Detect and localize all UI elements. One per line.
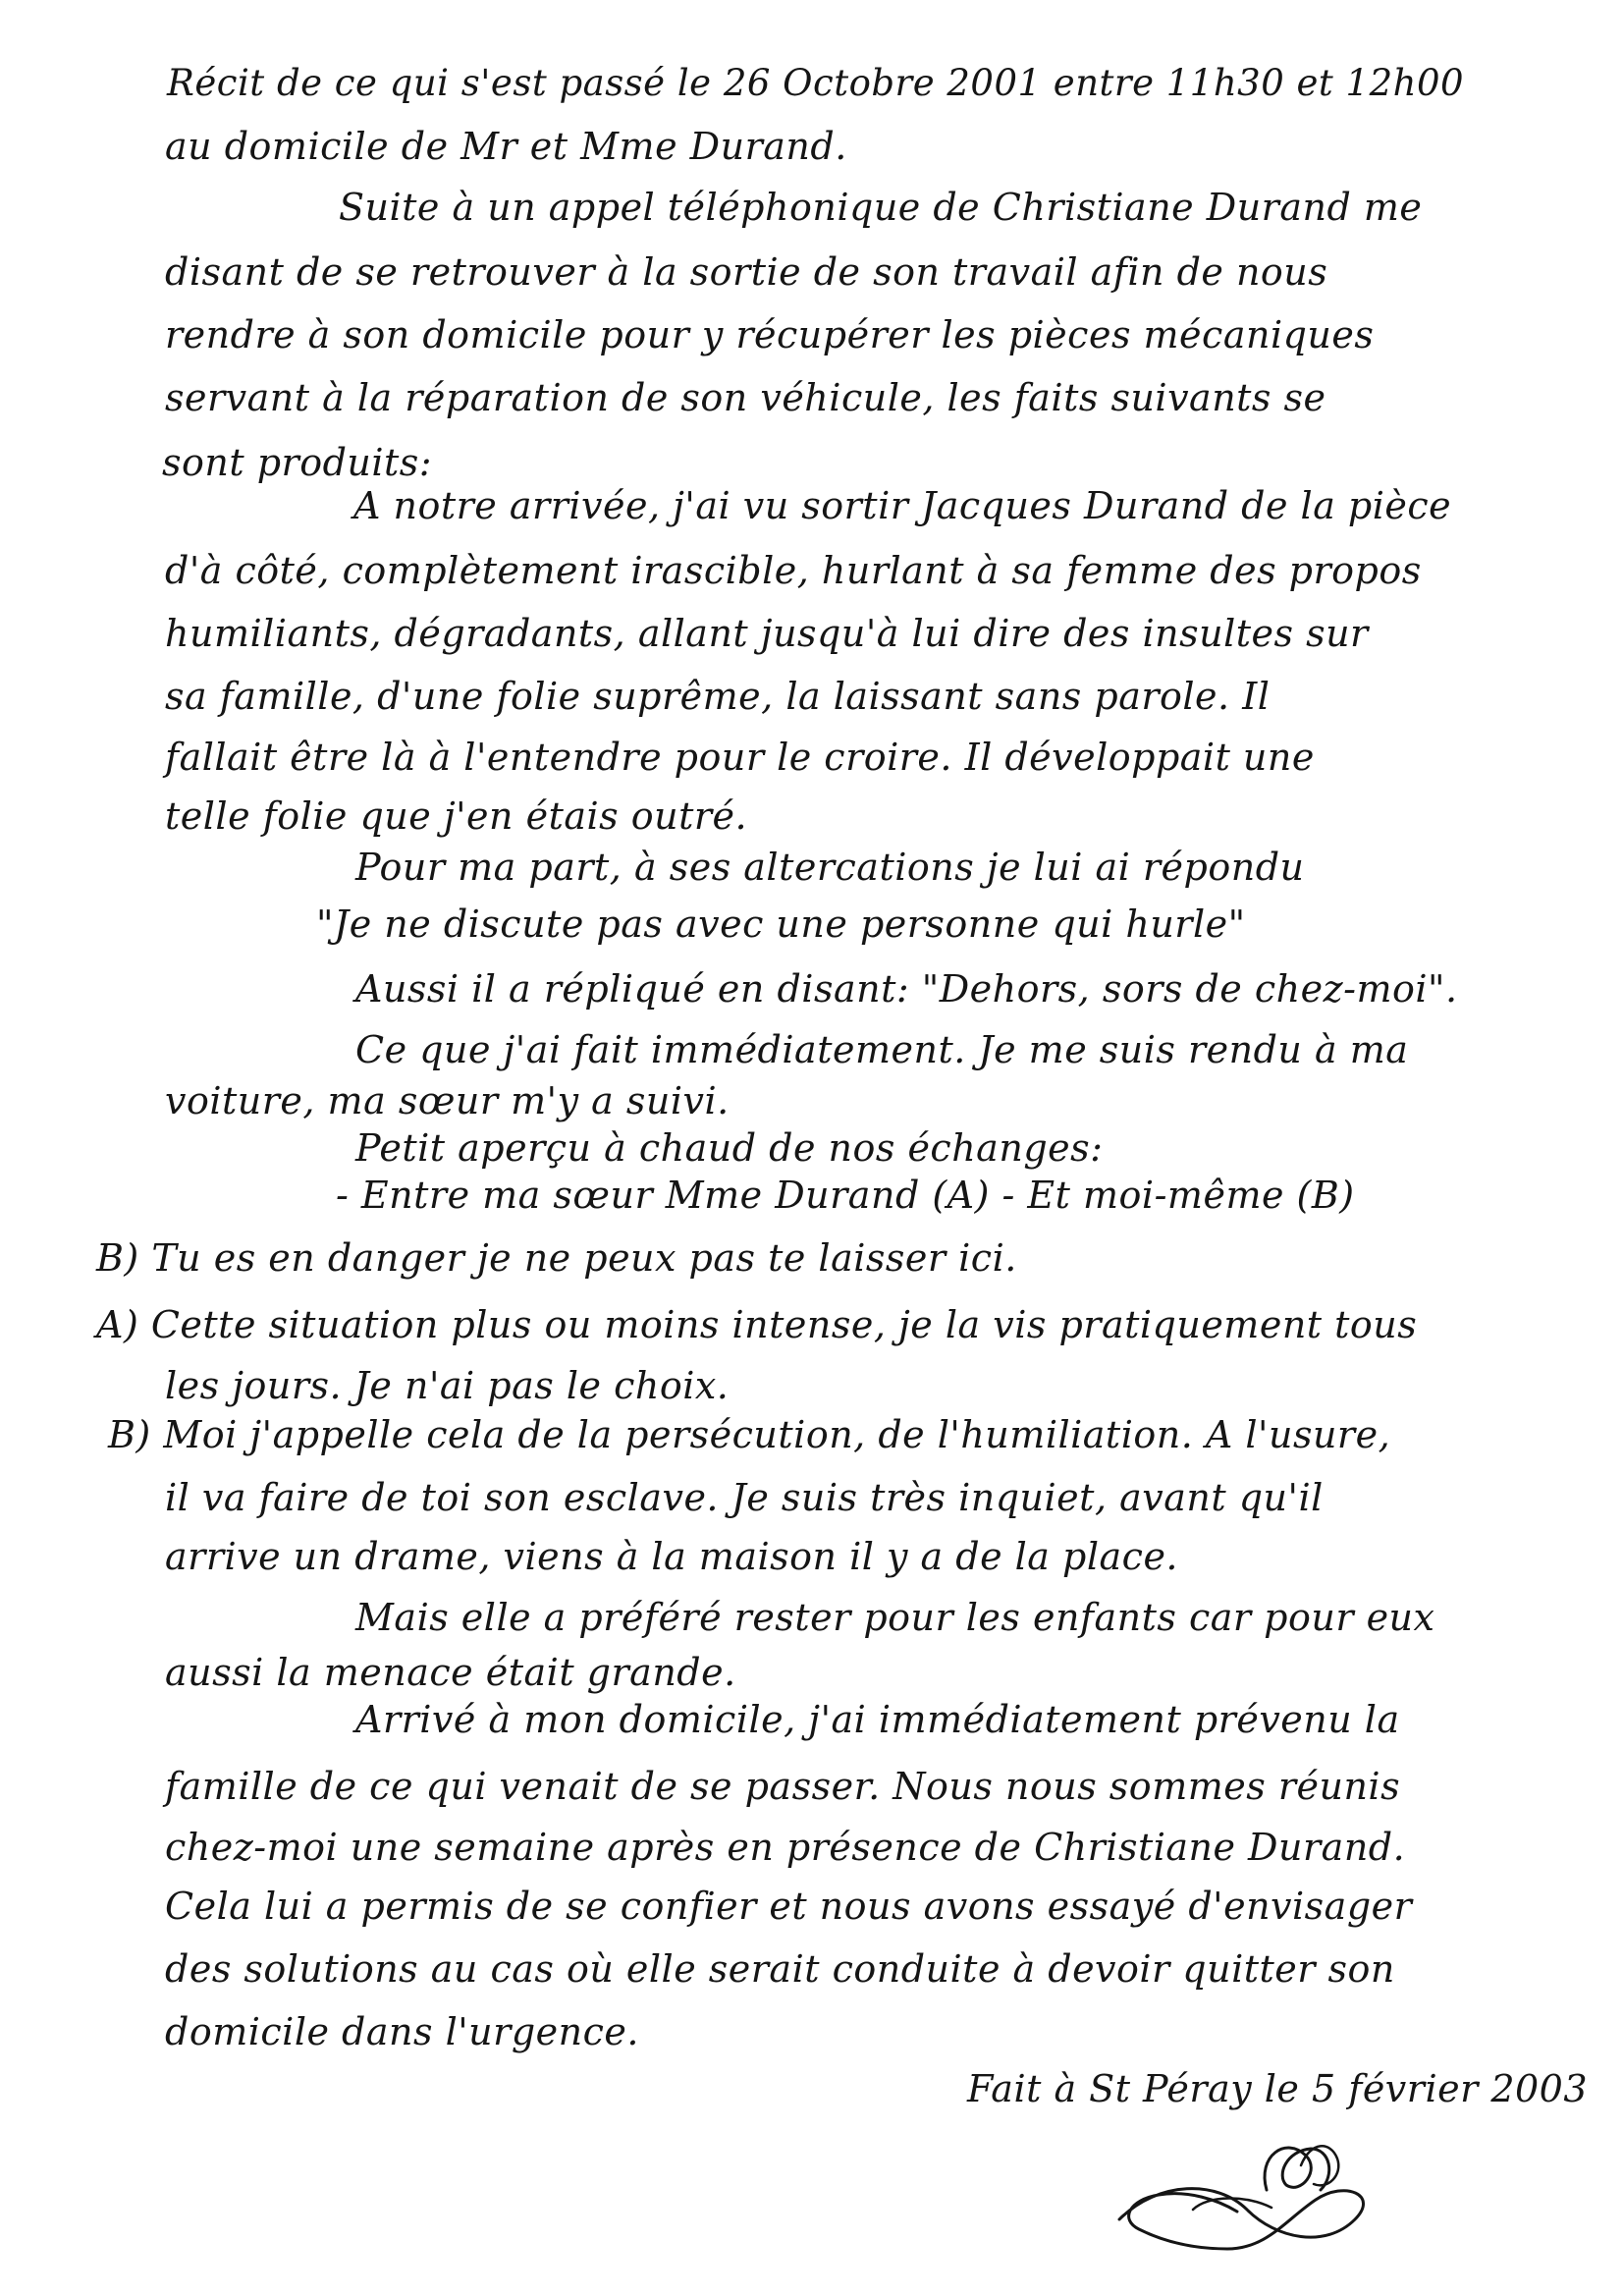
text-line-8: A notre arrivée, j'ai vu sortir Jacques Durand de la pièce (353, 484, 1452, 527)
text-line-31: chez-moi une semaine après en présence de Christiane Durand. (165, 1826, 1406, 1869)
text-line-9: d'à côté, complètement irascible, hurlant à sa femme des propos (165, 549, 1422, 592)
text-line-16: Aussi il a répliqué en disant: "Dehors, sors de chez-moi". (355, 967, 1458, 1011)
text-line-10: humiliants, dégradants, allant jusqu'à lui dire des insultes sur (165, 612, 1369, 655)
text-line-24: B) Moi j'appelle cela de la persécution, de l'humiliation. A l'usure, (108, 1413, 1391, 1456)
text-line-20: - Entre ma sœur Mme Durand (A) - Et moi-même (B) (336, 1174, 1355, 1217)
text-line-1: Récit de ce qui s'est passé le 26 Octobre 2001 entre 11h30 et 12h00 (167, 62, 1465, 104)
text-line-19: Petit aperçu à chaud de nos échanges: (355, 1126, 1104, 1170)
text-line-21: B) Tu es en danger je ne peux pas te laisser ici. (96, 1236, 1017, 1280)
text-line-34: domicile dans l'urgence. (165, 2010, 639, 2053)
text-line-17: Ce que j'ai fait immédiatement. Je me suis rendu à ma (355, 1028, 1409, 1071)
text-line-33: des solutions au cas où elle serait conduite à devoir quitter son (165, 1947, 1395, 1991)
text-line-23: les jours. Je n'ai pas le choix. (165, 1364, 730, 1407)
text-line-12: fallait être là à l'entendre pour le croire. Il développait une (165, 736, 1315, 779)
text-line-15: "Je ne discute pas avec une personne qui hurle" (316, 902, 1246, 946)
text-line-4: disant de se retrouver à la sortie de son travail afin de nous (165, 250, 1328, 294)
text-line-25: il va faire de toi son esclave. Je suis très inquiet, avant qu'il (165, 1476, 1324, 1519)
text-line-13: telle folie que j'en étais outré. (165, 794, 748, 838)
text-line-7: sont produits: (162, 441, 433, 484)
text-line-29: Arrivé à mon domicile, j'ai immédiatement prévenu la (355, 1698, 1400, 1741)
text-line-22: A) Cette situation plus ou moins intense, je la vis pratiquement tous (96, 1303, 1418, 1346)
text-line-2: au domicile de Mr et Mme Durand. (165, 125, 847, 168)
handwritten-signature (1100, 2102, 1394, 2259)
text-line-27: Mais elle a préféré rester pour les enfants car pour eux (355, 1596, 1435, 1639)
text-line-30: famille de ce qui venait de se passer. Nous nous sommes réunis (165, 1765, 1401, 1808)
text-line-11: sa famille, d'une folie suprême, la laissant sans parole. Il (165, 675, 1271, 718)
text-line-6: servant à la réparation de son véhicule, les faits suivants se (165, 376, 1326, 419)
text-line-18: voiture, ma sœur m'y a suivi. (165, 1079, 730, 1122)
text-line-3: Suite à un appel téléphonique de Christiane Durand me (339, 186, 1423, 229)
closing-place-date: Fait à St Péray le 5 février 2003 (967, 2067, 1589, 2110)
text-line-14: Pour ma part, à ses altercations je lui ai répondu (355, 846, 1305, 889)
text-line-5: rendre à son domicile pour y récupérer les pièces mécaniques (165, 313, 1375, 356)
text-line-26: arrive un drame, viens à la maison il y a de la place. (165, 1535, 1179, 1578)
text-line-32: Cela lui a permis de se confier et nous avons essayé d'envisager (165, 1885, 1413, 1928)
text-line-28: aussi la menace était grande. (165, 1651, 736, 1694)
